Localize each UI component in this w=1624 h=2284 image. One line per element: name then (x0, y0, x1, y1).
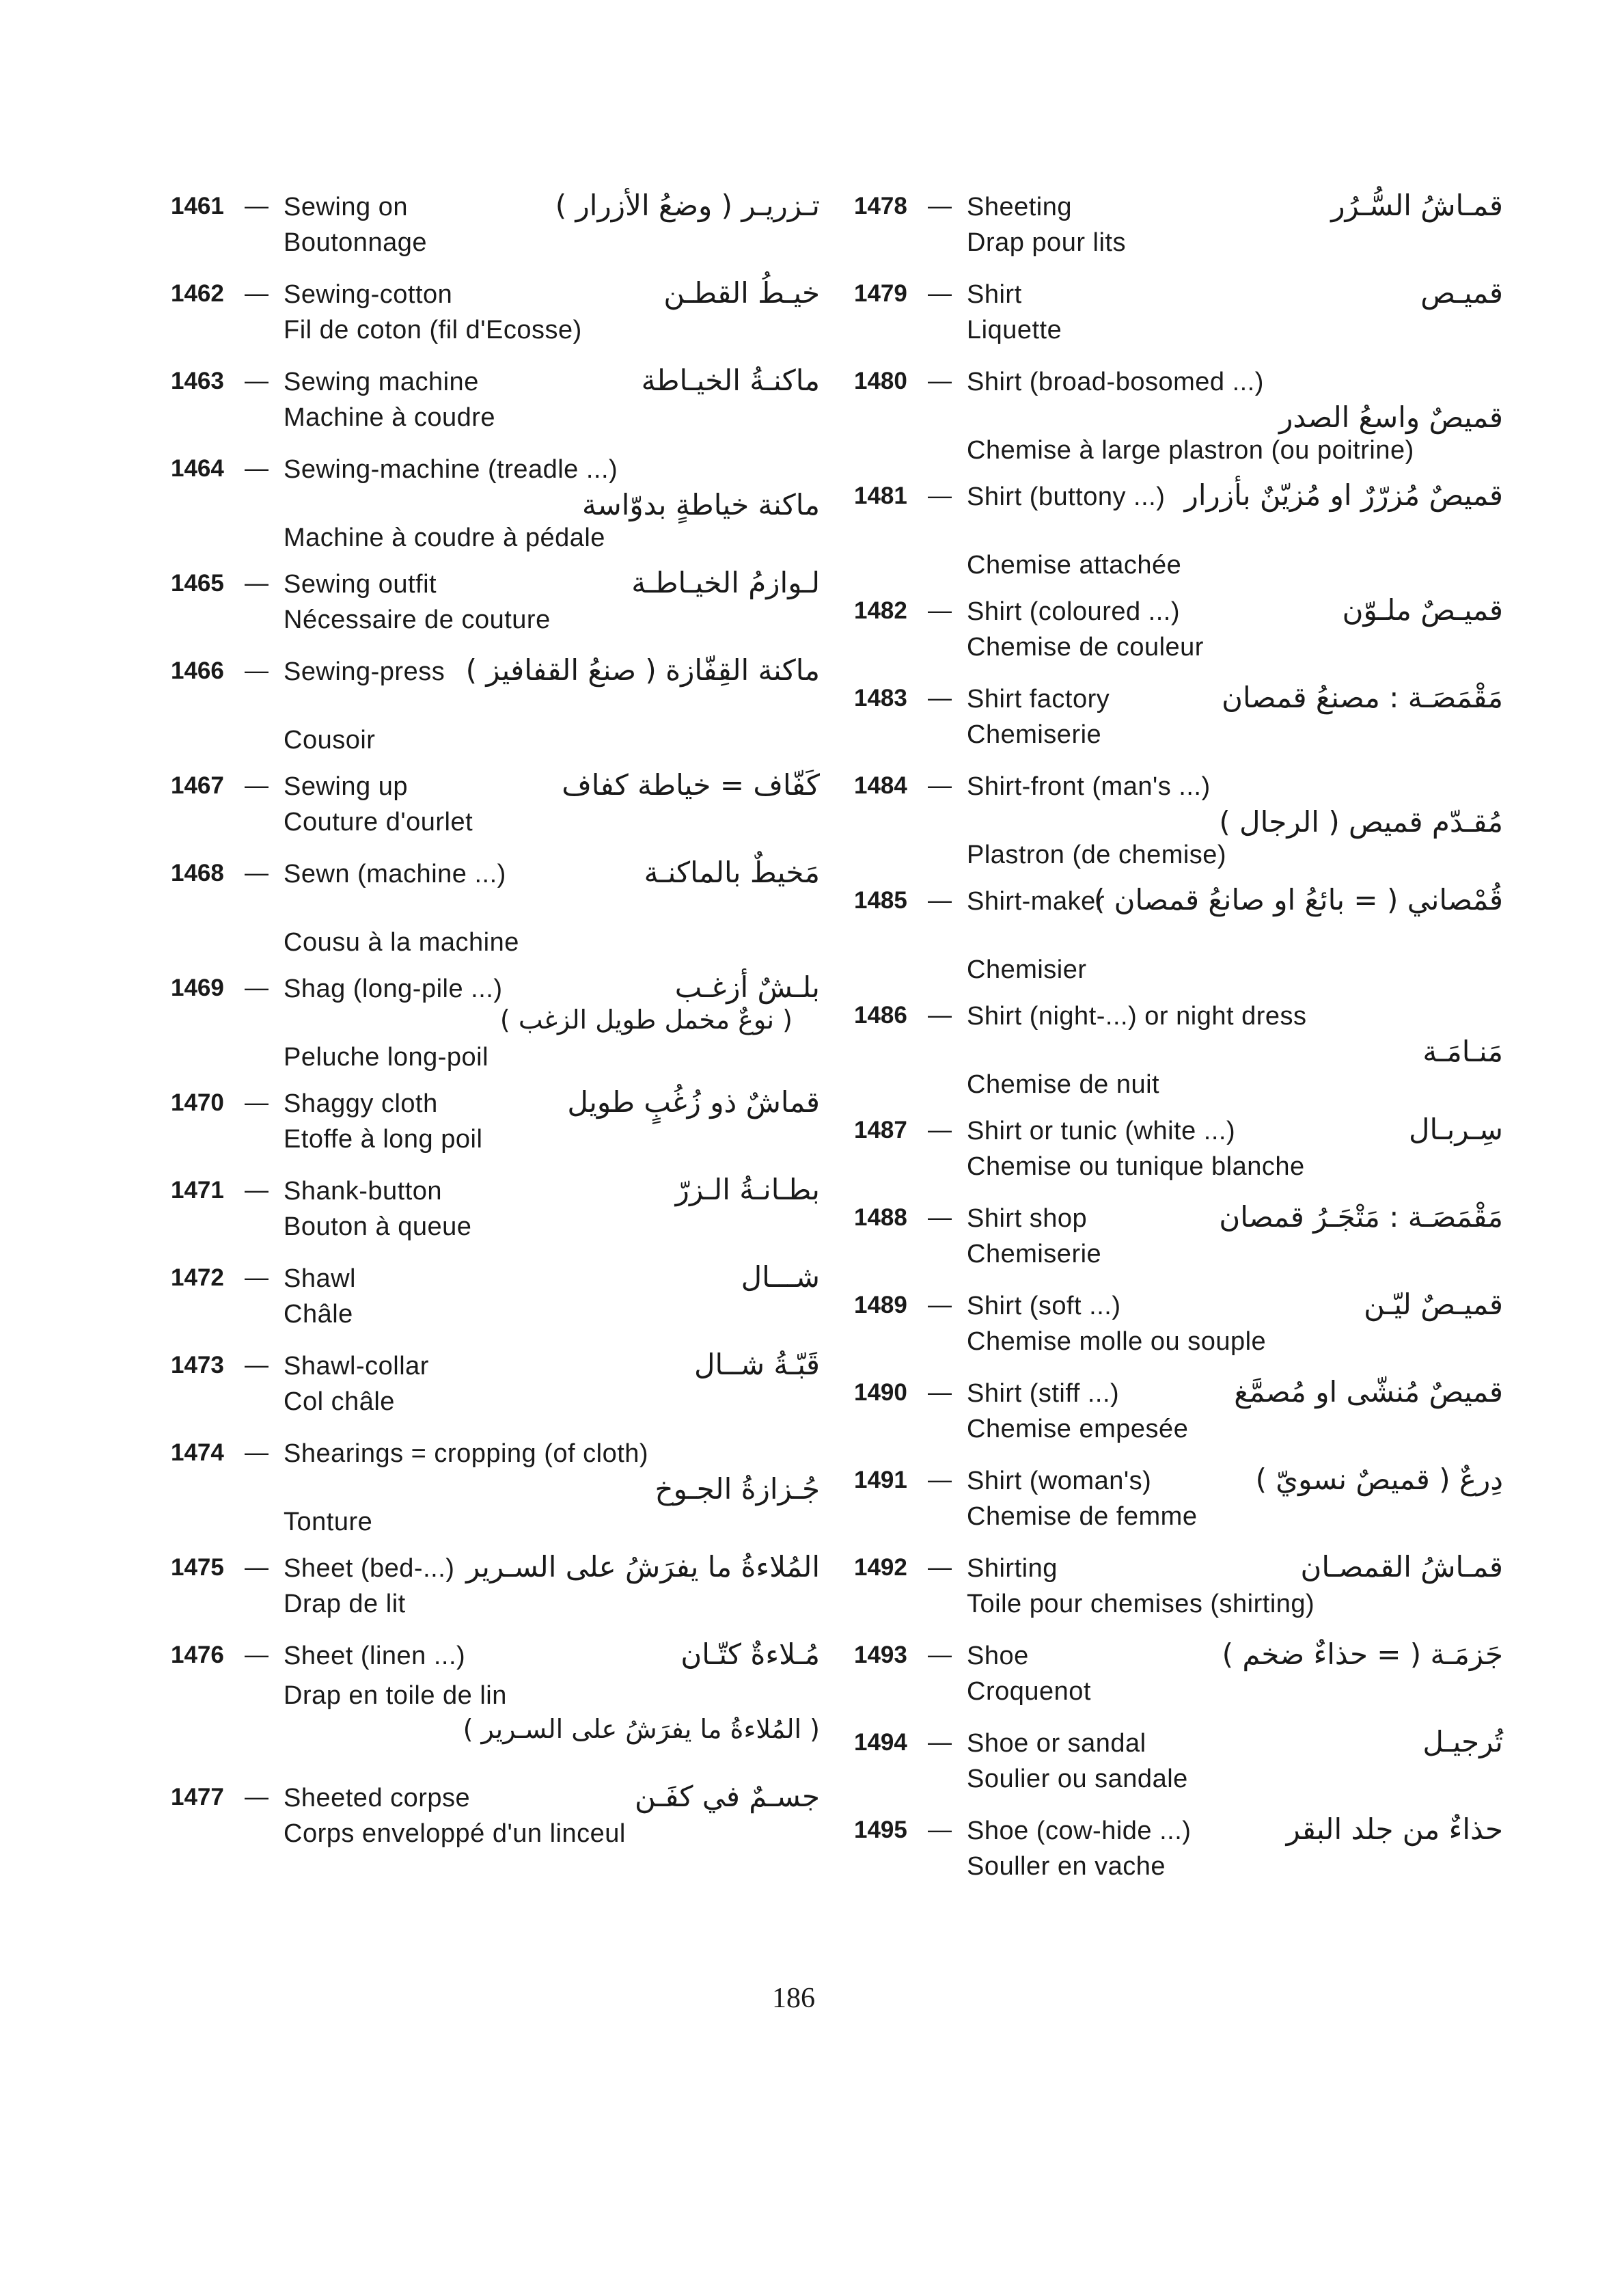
entry-dash: — (928, 1467, 952, 1493)
entry-dash: — (928, 1002, 952, 1029)
french-term: Chemise de couleur (967, 633, 1204, 662)
entry-dash: — (245, 280, 269, 307)
english-term: Sewing machine (284, 368, 479, 396)
arabic-term: قمـاشُ السُّـرُر (1331, 189, 1503, 222)
french-term: Peluche long-poil (284, 1043, 489, 1072)
dictionary-entry (847, 994, 1503, 1109)
dictionary-entry (164, 764, 820, 852)
entry-number: 1467 (171, 772, 224, 799)
entry-dash: — (928, 368, 952, 394)
dictionary-entry (164, 852, 820, 966)
dictionary-entry (164, 966, 820, 1081)
entry-number: 1483 (854, 685, 907, 711)
entry-dash: — (928, 887, 952, 914)
entry-dash: — (245, 772, 269, 799)
french-term: Chemise empesée (967, 1415, 1189, 1443)
entry-number: 1471 (171, 1177, 224, 1204)
french-term: Châle (284, 1300, 353, 1329)
entry-dash: — (928, 1642, 952, 1668)
entry-number: 1465 (171, 570, 224, 597)
entry-number: 1492 (854, 1554, 907, 1581)
entry-dash: — (245, 1784, 269, 1810)
french-term: Chemisier (967, 955, 1087, 984)
french-term: Machine à coudre (284, 403, 496, 432)
french-term: Chemise ou tunique blanche (967, 1152, 1305, 1181)
arabic-term: دِرعٌ ( قميصٌ نسويّ ) (1255, 1463, 1503, 1496)
english-term: Shirt factory (967, 685, 1110, 713)
entry-number: 1472 (171, 1264, 224, 1291)
english-term: Sewing-machine (treadle ...) (284, 455, 618, 484)
dictionary-entry (164, 447, 820, 562)
entry-number: 1479 (854, 280, 907, 307)
arabic-term: جَزمَـة ( = حذاءٌ ضخم ) (1222, 1637, 1503, 1671)
entry-number: 1473 (171, 1352, 224, 1378)
french-term: Couture d'ourlet (284, 808, 473, 837)
french-term: Drap de lit (284, 1590, 406, 1618)
dictionary-entry (164, 1546, 820, 1633)
dictionary-entry (164, 359, 820, 447)
arabic-gloss: ( المُلاءةُ ما يفرَشُ على السـرير ) (463, 1714, 820, 1744)
arabic-term: جسـمٌ في كفَـن (635, 1780, 820, 1813)
entry-dash: — (928, 1117, 952, 1143)
entry-number: 1475 (171, 1554, 224, 1581)
arabic-term: مَقْمَصَـة : مَتْجَـرُ قمصان (1219, 1200, 1503, 1234)
entry-number: 1494 (854, 1729, 907, 1756)
english-term: Shirt (broad-bosomed ...) (967, 368, 1264, 396)
french-term: Tonture (284, 1508, 373, 1536)
french-term: Drap pour lits (967, 228, 1126, 257)
entry-number: 1468 (171, 860, 224, 886)
arabic-term: قميصٌ مُنشّى او مُصمَّغ (1234, 1375, 1503, 1409)
entry-dash: — (928, 1204, 952, 1231)
english-term: Sewn (machine ...) (284, 860, 506, 888)
entry-dash: — (245, 975, 269, 1001)
entry-dash: — (245, 1177, 269, 1204)
arabic-term: قميصٌ واسعُ الصدر (1279, 400, 1503, 434)
entry-dash: — (245, 1352, 269, 1378)
english-term: Sewing-cotton (284, 280, 453, 309)
dictionary-entry (164, 649, 820, 764)
arabic-term: خيـطُ القطـن (663, 276, 820, 310)
english-term: Shirt (stiff ...) (967, 1379, 1120, 1408)
arabic-term: قماشٌ ذو زُغُبٍ طويل (567, 1085, 820, 1119)
french-term: Fil de coton (fil d'Ecosse) (284, 316, 582, 344)
dictionary-entry (164, 1081, 820, 1169)
arabic-term: حذاءٌ من جلد البقر (1286, 1812, 1503, 1846)
english-term: Shaggy cloth (284, 1089, 438, 1118)
entry-dash: — (245, 657, 269, 684)
dictionary-entry (164, 272, 820, 359)
entry-number: 1490 (854, 1379, 907, 1406)
english-term: Shoe (967, 1642, 1029, 1670)
french-term: Chemise de nuit (967, 1070, 1160, 1099)
arabic-term: قميصٌ مُزرّرٌ او مُزيّنٌ بأزرار (1184, 478, 1503, 512)
arabic-term: قُمْصاني ( = بائعُ او صانعُ قمصان ) (1093, 883, 1503, 916)
english-term: Sewing-press (284, 657, 445, 686)
entry-dash: — (928, 1729, 952, 1756)
english-term: Sewing up (284, 772, 408, 801)
dictionary-entry (164, 1431, 820, 1546)
arabic-term: تـزريـر ( وضعُ الأزرار ) (555, 189, 820, 222)
dictionary-entry (847, 1283, 1503, 1371)
arabic-term: قميـصٌ ليّـن (1364, 1288, 1503, 1321)
arabic-term: مُقـدّم قميص ( الرجال ) (1219, 805, 1503, 839)
entry-dash: — (245, 193, 269, 219)
entry-number: 1477 (171, 1784, 224, 1810)
french-term: Chemiserie (967, 1240, 1102, 1268)
french-term: Souller en vache (967, 1852, 1166, 1881)
entry-number: 1476 (171, 1642, 224, 1668)
entry-dash: — (245, 1439, 269, 1466)
english-term: Shirt-front (man's ...) (967, 772, 1211, 801)
dictionary-entry (164, 1256, 820, 1344)
entry-number: 1486 (854, 1002, 907, 1029)
arabic-gloss: ( نوعٌ مخمل طويل الزغب ) (499, 1005, 793, 1035)
entry-number: 1474 (171, 1439, 224, 1466)
arabic-term: لـوازمُ الخيـاطـة (631, 566, 820, 599)
arabic-term: المُلاءةُ ما يفرَشُ على السـرير (466, 1550, 820, 1583)
english-term: Shawl-collar (284, 1352, 429, 1381)
entry-number: 1470 (171, 1089, 224, 1116)
entry-dash: — (245, 1264, 269, 1291)
entry-number: 1466 (171, 657, 224, 684)
entry-number: 1493 (854, 1642, 907, 1668)
english-term: Shoe (cow-hide ...) (967, 1817, 1192, 1845)
entry-number: 1480 (854, 368, 907, 394)
entry-number: 1489 (854, 1292, 907, 1318)
french-term: Machine à coudre à pédale (284, 524, 605, 552)
english-term: Sewing outfit (284, 570, 437, 599)
dictionary-entry (164, 562, 820, 649)
entry-dash: — (928, 597, 952, 624)
english-term: Shirt (967, 280, 1022, 309)
dictionary-entry (847, 1371, 1503, 1458)
entry-dash: — (245, 1089, 269, 1116)
right-column (847, 185, 1503, 1896)
entry-dash: — (928, 280, 952, 307)
dictionary-entry (847, 272, 1503, 359)
dictionary-entry (164, 1169, 820, 1256)
dictionary-entry (164, 1776, 820, 1863)
english-term: Shirt (buttony ...) (967, 482, 1166, 511)
entry-number: 1485 (854, 887, 907, 914)
english-term: Shoe or sandal (967, 1729, 1146, 1758)
dictionary-entry (847, 1109, 1503, 1196)
english-term: Shirt shop (967, 1204, 1088, 1233)
french-term: Croquenot (967, 1677, 1091, 1706)
english-term: Sewing on (284, 193, 408, 221)
entry-number: 1488 (854, 1204, 907, 1231)
english-term: Shirting (967, 1554, 1058, 1583)
arabic-term: سِـربـال (1409, 1113, 1503, 1146)
french-term: Chemise à large plastron (ou poitrine) (967, 436, 1414, 465)
french-term: Boutonnage (284, 228, 427, 257)
english-term: Shag (long-pile ...) (284, 975, 503, 1003)
arabic-term: مُـلاءةٌ كتّـان (680, 1637, 820, 1671)
dictionary-entry (847, 764, 1503, 879)
dictionary-entry (847, 589, 1503, 677)
english-term: Shirt (coloured ...) (967, 597, 1180, 626)
entry-number: 1462 (171, 280, 224, 307)
entry-dash: — (928, 193, 952, 219)
dictionary-entry (847, 879, 1503, 994)
entry-number: 1464 (171, 455, 224, 482)
english-term: Shank-button (284, 1177, 443, 1206)
entry-dash: — (245, 1554, 269, 1581)
english-term: Shirt (soft ...) (967, 1292, 1121, 1320)
arabic-term: ماكنـةُ الخيـاطة (641, 364, 820, 397)
dictionary-entry (847, 1546, 1503, 1633)
entry-number: 1495 (854, 1817, 907, 1843)
english-term: Sheeting (967, 193, 1073, 221)
entry-number: 1481 (854, 482, 907, 509)
french-term: Nécessaire de couture (284, 606, 551, 634)
dictionary-entry (164, 185, 820, 272)
dictionary-entry (847, 185, 1503, 272)
entry-dash: — (928, 1817, 952, 1843)
arabic-term: جُـزازةُ الجـوخ (655, 1472, 820, 1506)
dictionary-entry (847, 1196, 1503, 1283)
entry-dash: — (928, 482, 952, 509)
french-term: Drap en toile de lin (284, 1681, 507, 1710)
french-term: Chemise de femme (967, 1502, 1198, 1531)
english-term: Shirt-maker (967, 887, 1105, 916)
french-term: Chemise molle ou souple (967, 1327, 1267, 1356)
english-term: Shirt or tunic (white ...) (967, 1117, 1236, 1145)
entry-number: 1482 (854, 597, 907, 624)
entry-dash: — (928, 1292, 952, 1318)
french-term: Soulier ou sandale (967, 1765, 1188, 1793)
arabic-term: قميـص (1420, 276, 1503, 310)
english-term: Shearings = cropping (of cloth) (284, 1439, 649, 1468)
arabic-term: بلـشٌ أزغـب (674, 970, 820, 1004)
french-term: Toile pour chemises (shirting) (967, 1590, 1315, 1618)
arabic-term: بطـانـةُ الـزرّ (675, 1173, 820, 1206)
dictionary-entry (847, 359, 1503, 474)
entry-dash: — (245, 455, 269, 482)
arabic-term: قميـصٌ ملـوّن (1342, 593, 1503, 627)
entry-dash: — (245, 1642, 269, 1668)
dictionary-entry (847, 1633, 1503, 1721)
french-term: Plastron (de chemise) (967, 841, 1227, 869)
entry-number: 1469 (171, 975, 224, 1001)
french-term: Liquette (967, 316, 1062, 344)
dictionary-entry (164, 1344, 820, 1431)
french-term: Chemiserie (967, 720, 1102, 749)
entry-dash: — (928, 685, 952, 711)
arabic-term: قمـاشُ القمصـان (1300, 1550, 1503, 1583)
left-column (164, 185, 820, 1863)
arabic-term: كَفّاف = خياطة كفاف (562, 768, 820, 802)
dictionary-entry (847, 474, 1503, 589)
arabic-term: مَقْمَصَـة : مصنعُ قمصان (1222, 681, 1503, 714)
english-term: Sheet (bed-...) (284, 1554, 455, 1583)
arabic-term: تُرجيـل (1422, 1725, 1503, 1758)
english-term: Shawl (284, 1264, 356, 1293)
entry-number: 1487 (854, 1117, 907, 1143)
english-term: Sheeted corpse (284, 1784, 471, 1812)
arabic-term: ماكنة خياطةٍ بدوّاسة (582, 488, 820, 521)
entry-dash: — (928, 1554, 952, 1581)
english-term: Sheet (linen ...) (284, 1642, 466, 1670)
entry-dash: — (928, 1379, 952, 1406)
entry-number: 1461 (171, 193, 224, 219)
dictionary-entry (847, 1808, 1503, 1896)
french-term: Bouton à queue (284, 1212, 472, 1241)
dictionary-entry (164, 1633, 820, 1776)
english-term: Shirt (night-...) or night dress (967, 1002, 1307, 1031)
entry-number: 1484 (854, 772, 907, 799)
entry-dash: — (245, 368, 269, 394)
dictionary-entry (847, 1721, 1503, 1808)
arabic-term: مَنـامَـة (1422, 1035, 1503, 1068)
dictionary-entry (847, 1458, 1503, 1546)
arabic-term: قَبّـةُ شــال (693, 1348, 820, 1381)
arabic-term: شـــال (741, 1260, 820, 1294)
french-term: Etoffe à long poil (284, 1125, 483, 1154)
arabic-term: مَخيطٌ بالماكنـة (644, 856, 820, 889)
entry-dash: — (245, 570, 269, 597)
entry-dash: — (928, 772, 952, 799)
entry-dash: — (245, 860, 269, 886)
french-term: Col châle (284, 1387, 395, 1416)
page-number: 186 (772, 1983, 815, 2014)
arabic-term: ماكنة القِفّازة ( صنعُ القفافيز ) (465, 653, 820, 687)
entry-number: 1463 (171, 368, 224, 394)
french-term: Chemise attachée (967, 551, 1182, 580)
entry-number: 1478 (854, 193, 907, 219)
french-term: Corps enveloppé d'un linceul (284, 1819, 626, 1848)
french-term: Cousu à la machine (284, 928, 519, 957)
entry-number: 1491 (854, 1467, 907, 1493)
french-term: Cousoir (284, 726, 376, 754)
dictionary-entry (847, 677, 1503, 764)
english-term: Shirt (woman's) (967, 1467, 1152, 1495)
